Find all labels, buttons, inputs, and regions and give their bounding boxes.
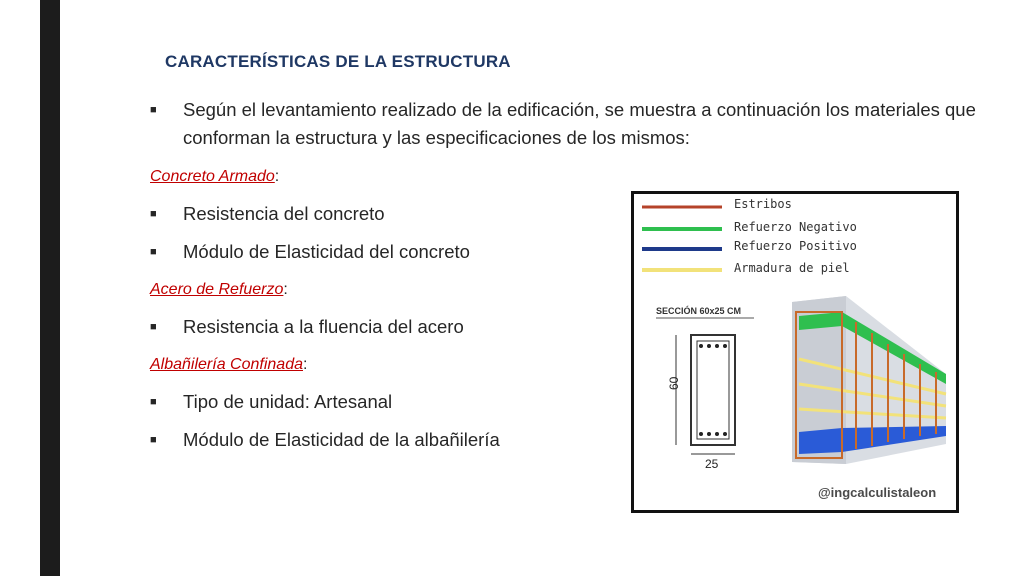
- legend-label: Armadura de piel: [734, 261, 850, 275]
- section-heading-concreto: Concreto Armado:: [150, 168, 280, 185]
- list-item: ■ Resistencia del concreto: [150, 195, 990, 233]
- list-item: ■ Tipo de unidad: Artesanal: [150, 383, 990, 421]
- left-accent-bar: [40, 0, 60, 576]
- intro-bullet: [150, 96, 980, 152]
- beam-diagram: [634, 194, 956, 510]
- credit-watermark: @ingcalculistaleon: [818, 485, 937, 500]
- beam-reinforcement-figure: [631, 191, 959, 513]
- cross-section-drawing: [656, 305, 754, 471]
- section-title: SECCIÓN 60x25 CM: [656, 306, 742, 316]
- bullet-square-icon: ■: [150, 321, 157, 333]
- bullet-square-icon: ■: [150, 246, 157, 258]
- width-dimension: 25: [705, 457, 719, 471]
- intro-text: Según el levantamiento realizado de la edificación, se muestra a continuación los materiales que conforman la estructura y las especificaciones de los mismos:: [183, 99, 976, 148]
- legend-label: Estribos: [734, 197, 792, 211]
- bullet-square-icon: ■: [150, 104, 157, 116]
- list-item: ■ Resistencia a la fluencia del acero: [150, 308, 990, 346]
- legend-label: Refuerzo Negativo: [734, 220, 857, 234]
- section-heading-albanileria: Albañilería Confinada:: [150, 356, 308, 373]
- figure-legend: [642, 197, 857, 275]
- bullet-square-icon: ■: [150, 396, 157, 408]
- legend-label: Refuerzo Positivo: [734, 239, 857, 253]
- bullet-square-icon: ■: [150, 434, 157, 446]
- bullet-square-icon: ■: [150, 208, 157, 220]
- list-item: ■ Módulo de Elasticidad del concreto: [150, 233, 990, 271]
- list-item: ■ Módulo de Elasticidad de la albañilería: [150, 421, 990, 459]
- slide-title: CARACTERÍSTICAS DE LA ESTRUCTURA: [165, 52, 511, 71]
- section-heading-acero: Acero de Refuerzo:: [150, 281, 288, 298]
- height-dimension: 60: [667, 376, 681, 390]
- beam-3d-view: [792, 296, 946, 464]
